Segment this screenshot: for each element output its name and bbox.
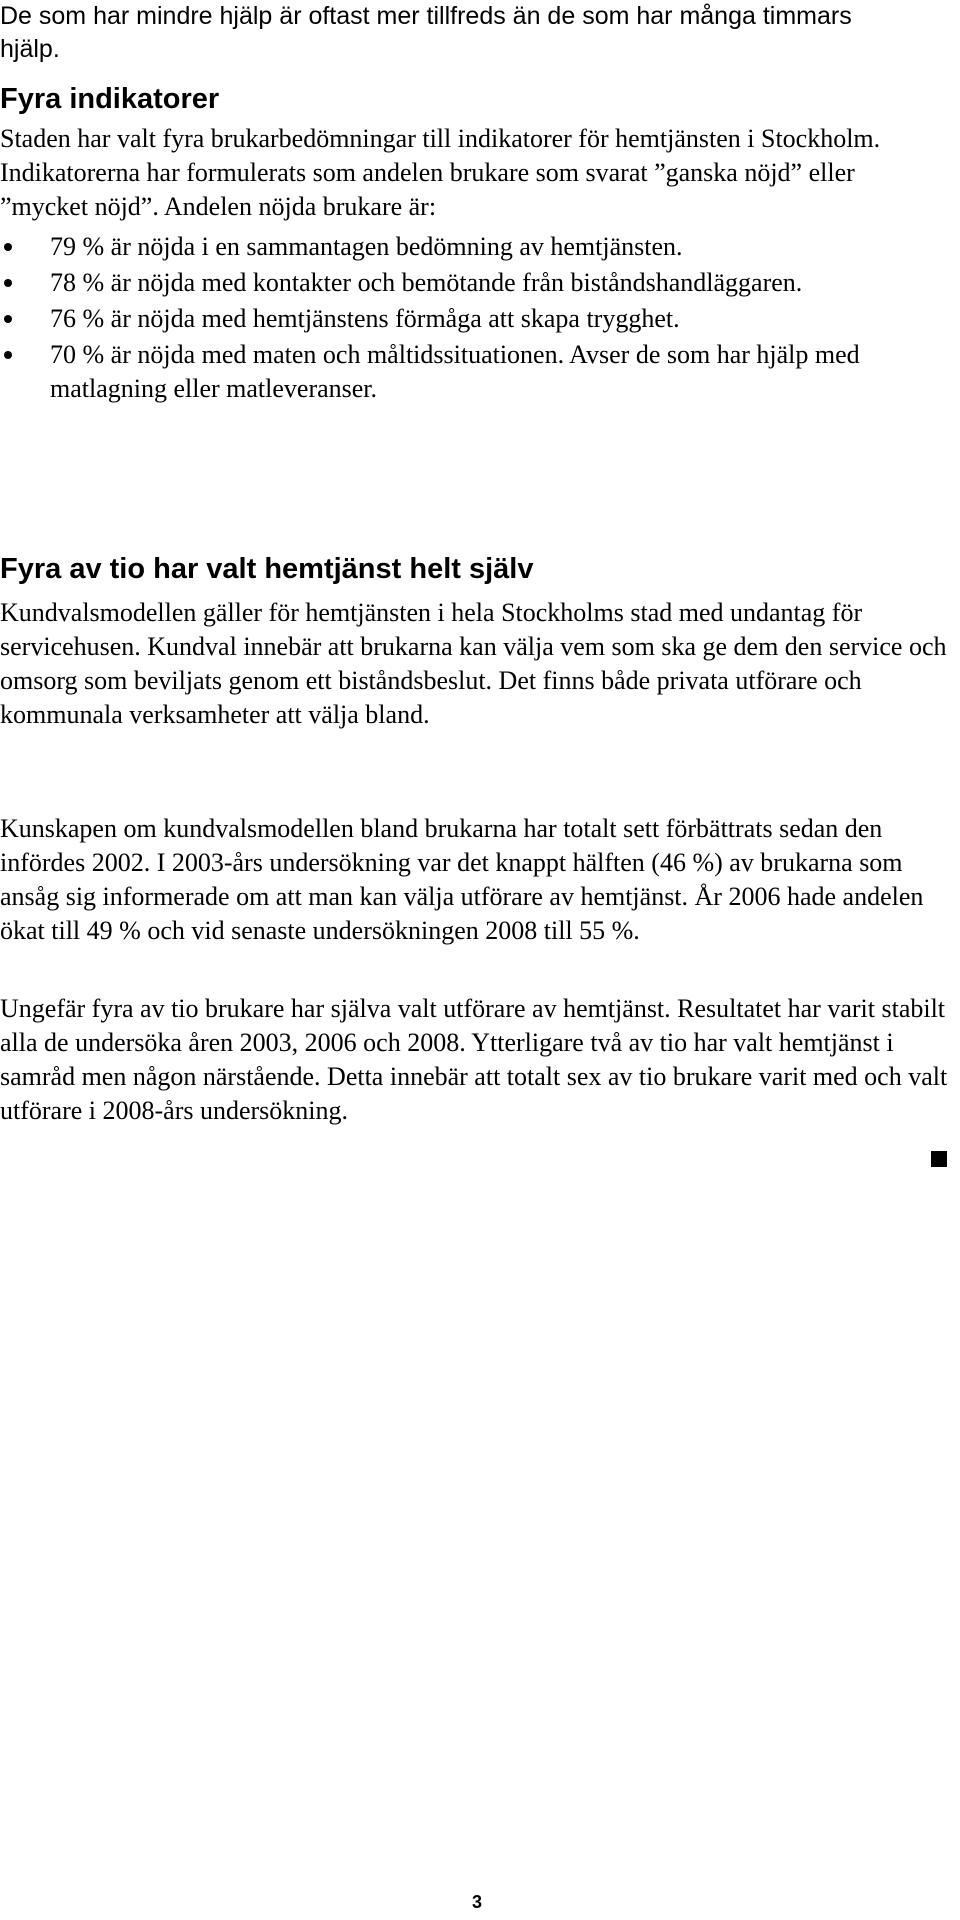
list-item <box>0 302 950 336</box>
list-item-text: 70 % är nöjda med maten och måltidssituationen. Avser de som har hjälp med matlagning eller matleveranser. <box>50 340 860 403</box>
list-item-text: 78 % är nöjda med kontakter och bemötande från biståndshandläggaren. <box>50 268 803 297</box>
indicator-list <box>0 230 950 406</box>
list-item-text: 79 % är nöjda i en sammantagen bedömning av hemtjänsten. <box>50 232 683 261</box>
list-item-text: 76 % är nöjda med hemtjänstens förmåga att skapa trygghet. <box>50 304 680 333</box>
list-item <box>0 230 950 264</box>
section1-paragraph: Staden har valt fyra brukarbedömningar till indikatorer för hemtjänsten i Stockholm. Indikatorerna har formulerats som andelen brukare som svarat ”ganska nöjd” eller ”mycket nöjd”. Andelen nöjda brukare är: <box>0 124 881 221</box>
bullet-icon <box>4 243 12 251</box>
bullet-icon <box>4 315 12 323</box>
page-number: 3 <box>472 1892 483 1912</box>
intro-paragraph: De som har mindre hjälp är oftast mer tillfreds än de som har många timmars hjälp. <box>0 2 852 63</box>
section2-paragraph-2: Kunskapen om kundvalsmodellen bland brukarna har totalt sett förbättrats sedan den infördes 2002. I 2003-års undersökning var det knappt hälften (46 %) av brukarna som ansåg sig informerade om att man kan välja utförare av hemtjänst. År 2006 hade andelen ökat till 49 % och vid senaste undersökningen 2008 till 55 %. <box>0 814 924 945</box>
heading-fyra-indikatorer: Fyra indikatorer <box>0 83 220 115</box>
bullet-icon <box>4 279 12 287</box>
end-of-article-square-icon <box>931 1151 947 1167</box>
list-item <box>0 338 950 406</box>
section2-paragraph-3: Ungefär fyra av tio brukare har själva valt utförare av hemtjänst. Resultatet har varit stabilt alla de undersöka åren 2003, 2006 och 2008. Ytterligare två av tio har valt hemtjänst i samråd men någon närstående. Detta innebär att totalt sex av tio brukare varit med och valt utförare i 2008-års undersökning. <box>0 994 948 1125</box>
list-item <box>0 266 950 300</box>
section2-paragraph-1: Kundvalsmodellen gäller för hemtjänsten i hela Stockholms stad med undantag för servicehusen. Kundval innebär att brukarna kan välja vem som ska ge dem den service och omsorg som beviljats genom ett biståndsbeslut. Det finns både privata utförare och kommunala verksamheter att välja bland. <box>0 598 947 729</box>
heading-fyra-av-tio: Fyra av tio har valt hemtjänst helt själv <box>0 553 534 585</box>
bullet-icon <box>4 351 12 359</box>
